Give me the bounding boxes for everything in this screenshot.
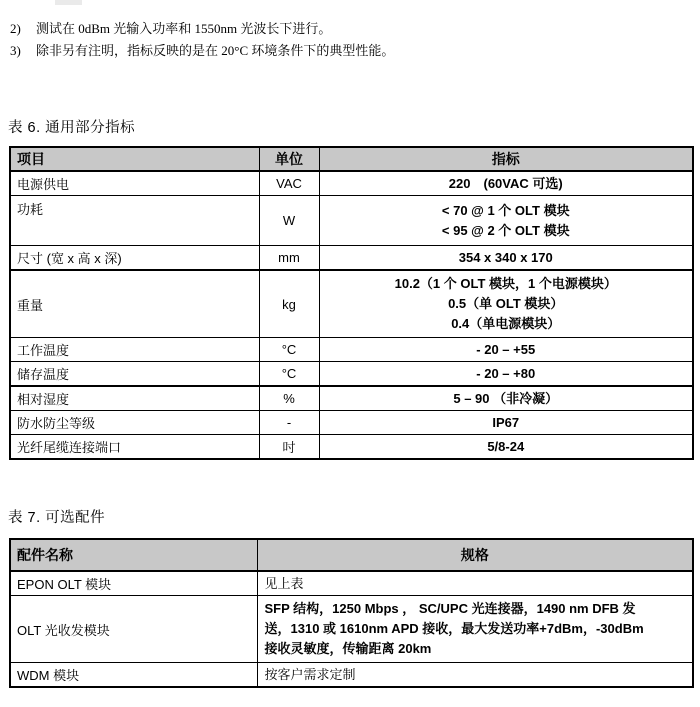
table-row-ip-rating (10, 411, 693, 435)
spec-value-line: < 95 @ 2 个 OLT 模块 (441, 222, 570, 238)
note-number: 2) (10, 21, 21, 36)
spec-value-line: 5/8-24 (487, 438, 525, 454)
table-row-epon-olt-module (10, 571, 693, 596)
accessory-spec (257, 571, 693, 596)
spec-value (319, 171, 693, 196)
spec-value (319, 338, 693, 362)
accessory-spec-line: 接收灵敏度，传输距离 20km (264, 641, 432, 656)
spec-item: 光纤尾缆连接端口 (10, 435, 259, 460)
table-row-power-consumption (10, 196, 693, 246)
accessory-spec (257, 596, 693, 663)
spec-value-line: 220 (60VAC 可选) (448, 175, 563, 191)
spec-unit: mm (259, 246, 319, 271)
spec-unit: VAC (259, 171, 319, 196)
spec-value (319, 270, 693, 338)
spec-value-line: 0.4（单电源模块） (451, 316, 561, 331)
table-row-storage-temp (10, 362, 693, 387)
spec-value (319, 435, 693, 460)
table7-title: 表 7. 可选配件 (8, 510, 106, 526)
column-header-accessory-name: 配件名称 (10, 539, 257, 571)
note-line-3 (10, 43, 394, 59)
accessory-name: EPON OLT 模块 (10, 571, 257, 596)
note-number: 3) (10, 43, 21, 58)
spec-unit: °C (259, 362, 319, 387)
table6-header-row (10, 147, 693, 171)
spec-value-line: 5 – 90 （非冷凝） (453, 390, 559, 406)
column-header-item: 项目 (10, 147, 259, 171)
table7-header-row (10, 539, 693, 571)
spec-item: 防水防尘等级 (10, 411, 259, 435)
table6-general-specs (9, 146, 694, 460)
accessory-name: OLT 光收发模块 (10, 596, 257, 663)
spec-value (319, 411, 693, 435)
column-header-spec: 规格 (257, 539, 693, 571)
spec-item: 电源供电 (10, 171, 259, 196)
spec-value (319, 386, 693, 411)
table-row-wdm-module (10, 663, 693, 688)
note-text: 测试在 0dBm 光输入功率和 1550nm 光波长下进行。 (36, 21, 332, 36)
accessory-spec-line: 按客户需求定制 (264, 666, 356, 682)
accessory-spec-line: SFP 结构，1250 Mbps ， SC/UPC 光连接器，1490 nm DFB 发 (264, 601, 636, 616)
column-header-spec: 指标 (319, 147, 693, 171)
spec-value (319, 362, 693, 387)
spec-value (319, 196, 693, 246)
note-text: 除非另有注明，指标反映的是在 20°C 环境条件下的典型性能。 (36, 43, 395, 58)
accessory-name: WDM 模块 (10, 663, 257, 688)
spec-value-line: IP67 (492, 414, 520, 430)
spec-value-line: 354 x 340 x 170 (458, 249, 553, 265)
spec-unit: W (259, 196, 319, 246)
accessory-spec-line: 送，1310 或 1610nm APD 接收，最大发送功率+7dBm，-30dBm (264, 621, 644, 636)
spec-value-line: 0.5（单 OLT 模块） (448, 296, 564, 311)
spec-item: 储存温度 (10, 362, 259, 387)
spec-item: 功耗 (10, 196, 259, 246)
table-row-fiber-pigtail-port (10, 435, 693, 460)
spec-unit: % (259, 386, 319, 411)
column-header-unit: 单位 (259, 147, 319, 171)
table-row-olt-transceiver-module (10, 596, 693, 663)
spec-value-line: - 20 – +80 (476, 365, 536, 381)
table-row-weight (10, 270, 693, 338)
spec-item: 尺寸 (宽 x 高 x 深) (10, 246, 259, 271)
table-row-relative-humidity (10, 386, 693, 411)
spec-item: 工作温度 (10, 338, 259, 362)
spec-item: 重量 (10, 270, 259, 338)
spec-value (319, 246, 693, 271)
spec-value-line: - 20 – +55 (476, 341, 536, 357)
spec-unit: °C (259, 338, 319, 362)
spec-unit: 吋 (259, 435, 319, 460)
spec-item: 相对湿度 (10, 386, 259, 411)
cropped-image-fragment (55, 0, 82, 5)
note-line-2 (10, 21, 331, 37)
spec-value-line: 10.2（1 个 OLT 模块，1 个电源模块） (394, 276, 617, 291)
table6-title: 表 6. 通用部分指标 (8, 120, 136, 136)
accessory-spec-line: 见上表 (264, 575, 304, 591)
table-row-power-supply (10, 171, 693, 196)
accessory-spec (257, 663, 693, 688)
table-row-dimensions (10, 246, 693, 271)
table7-optional-accessories (9, 538, 694, 688)
spec-unit: - (259, 411, 319, 435)
spec-value-line: < 70 @ 1 个 OLT 模块 (441, 202, 570, 218)
spec-unit: kg (259, 270, 319, 338)
table-row-operating-temp (10, 338, 693, 362)
